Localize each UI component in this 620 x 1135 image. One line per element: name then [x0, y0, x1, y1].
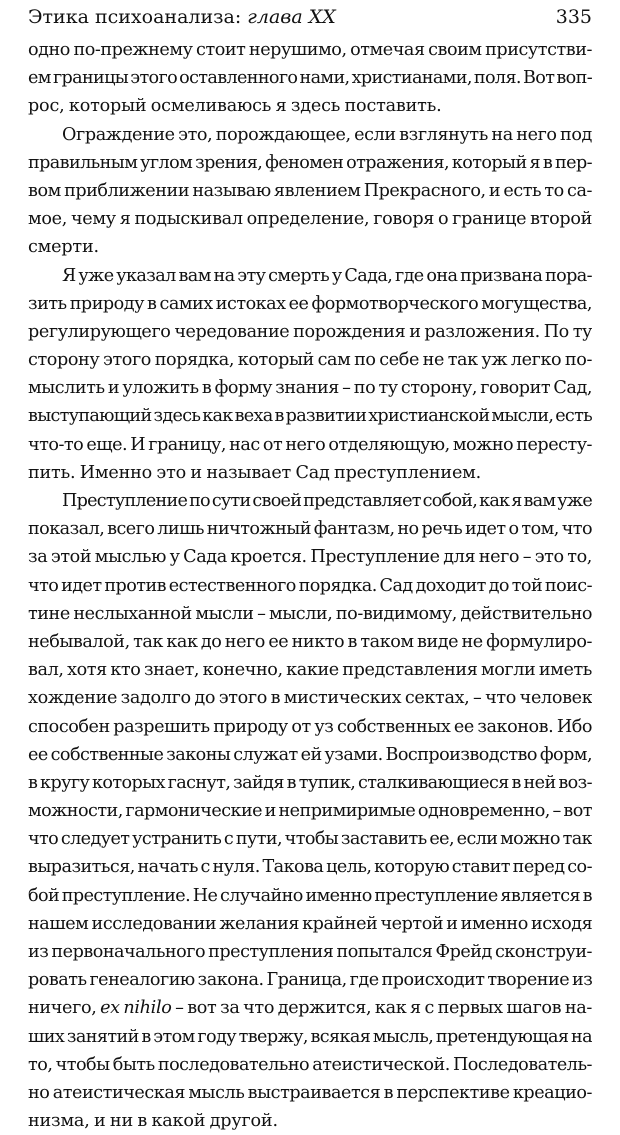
- text-line: Я уже указал вам на эту смерть у Сада, где она призвана пора-: [62, 265, 592, 286]
- running-title: [28, 2, 336, 32]
- text-line: хождение задолго до этого в мистических сектах, – что человек: [28, 688, 592, 709]
- text-line: показал, всего лишь ничтожный фантазм, но речь идет о том, что: [28, 519, 592, 540]
- text-line: тине неслыханной мысли – мысли, по-видимому, действительно: [28, 603, 592, 624]
- text-line: [28, 994, 592, 1022]
- text-line: вом приближении называю явлением Прекрасного, и есть то са-: [28, 180, 592, 201]
- text-line: ровать генеалогию закона. Граница, где происходит творение из: [28, 970, 592, 991]
- text-line: ее собственные законы служат ей узами. Воспроизводство форм,: [28, 744, 592, 765]
- book-title: Этика психоанализа:: [28, 6, 248, 28]
- chapter-title: глава XX: [247, 6, 336, 28]
- text-line: что следует устранить с пути, чтобы заставить ее, если можно так: [28, 829, 592, 850]
- page-number: 335: [555, 6, 592, 28]
- text-line: в кругу которых гаснут, зайдя в тупик, сталкивающиеся в ней воз-: [28, 772, 592, 793]
- text-line: правильным углом зрения, феномен отражения, который я в пер-: [28, 152, 592, 173]
- italic-term: ex nihilo: [100, 998, 172, 1019]
- text-line: выразиться, начать с нуля. Такова цель, которую ставит перед со-: [28, 857, 592, 878]
- text-line: низма, и ни в какой другой.: [28, 1111, 278, 1132]
- text-line: небывалой, так как до него ее никто в таком виде не формулиро-: [28, 631, 592, 652]
- text-line: Ограждение это, порождающее, если взглянуть на него под: [62, 124, 592, 145]
- text-line: но атеистическая мысль выстраивается в перспективе креацио-: [28, 1082, 592, 1103]
- text-line: бой преступление. Не случайно именно преступление является в: [28, 885, 592, 906]
- text-line: смерти.: [28, 237, 99, 258]
- text-line: мыслить и уложить в форму знания – по ту сторону, говорит Сад,: [28, 378, 592, 399]
- text-line: Преступление по сути своей представляет собой, как я вам уже: [62, 491, 592, 511]
- text-line: мое, чему я подыскивал определение, говоря о границе второй: [28, 209, 592, 230]
- text-line: вал, хотя кто знает, конечно, какие представления могли иметь: [28, 660, 592, 681]
- text-line: за этой мыслью у Сада кроется. Преступление для него – это то,: [28, 547, 592, 568]
- text-line: выступающий здесь как веха в развитии христианской мысли, есть: [28, 406, 592, 427]
- text-line: ем границы этого оставленного нами, христианами, поля. Вот воп-: [28, 68, 592, 89]
- text-line: можности, гармонические и непримиримые одновременно, – вот: [28, 801, 592, 822]
- text-line: что идет против естественного порядка. Сад доходит до той поис-: [28, 575, 592, 596]
- text-segment: – вот за что держится, как я с первых шагов на-: [171, 998, 592, 1019]
- text-line: что-то еще. И границу, нас от него отделяющую, можно пересту-: [28, 434, 592, 455]
- text-line: то, чтобы быть последовательно атеистической. Последователь-: [28, 1054, 592, 1075]
- text-segment: ничего,: [28, 998, 101, 1019]
- text-line: ших занятий в этом году твержу, всякая мысль, претендующая на: [28, 1026, 592, 1047]
- text-line: сторону этого порядка, который сам по себе не так уж легко по-: [28, 350, 592, 371]
- text-line: рос, который осмеливаюсь я здесь поставить.: [28, 96, 442, 117]
- text-line: способен разрешить природу от уз собственных ее законов. Ибо: [28, 716, 592, 737]
- text-line: пить. Именно это и называет Сад преступлением.: [28, 462, 482, 483]
- text-line: зить природу в самих истоках ее формотворческого могущества,: [28, 293, 592, 314]
- text-line: одно по-прежнему стоит нерушимо, отмечая своим присутстви-: [28, 40, 592, 60]
- text-line: нашем исследовании желания крайней чертой и именно исходя: [28, 913, 592, 934]
- body-text: [28, 36, 592, 1135]
- text-line: из первоначального преступления попытался Фрейд сконструи-: [28, 942, 592, 962]
- running-head: [28, 2, 592, 32]
- text-line: регулирующего чередование порождения и разложения. По ту: [28, 321, 592, 342]
